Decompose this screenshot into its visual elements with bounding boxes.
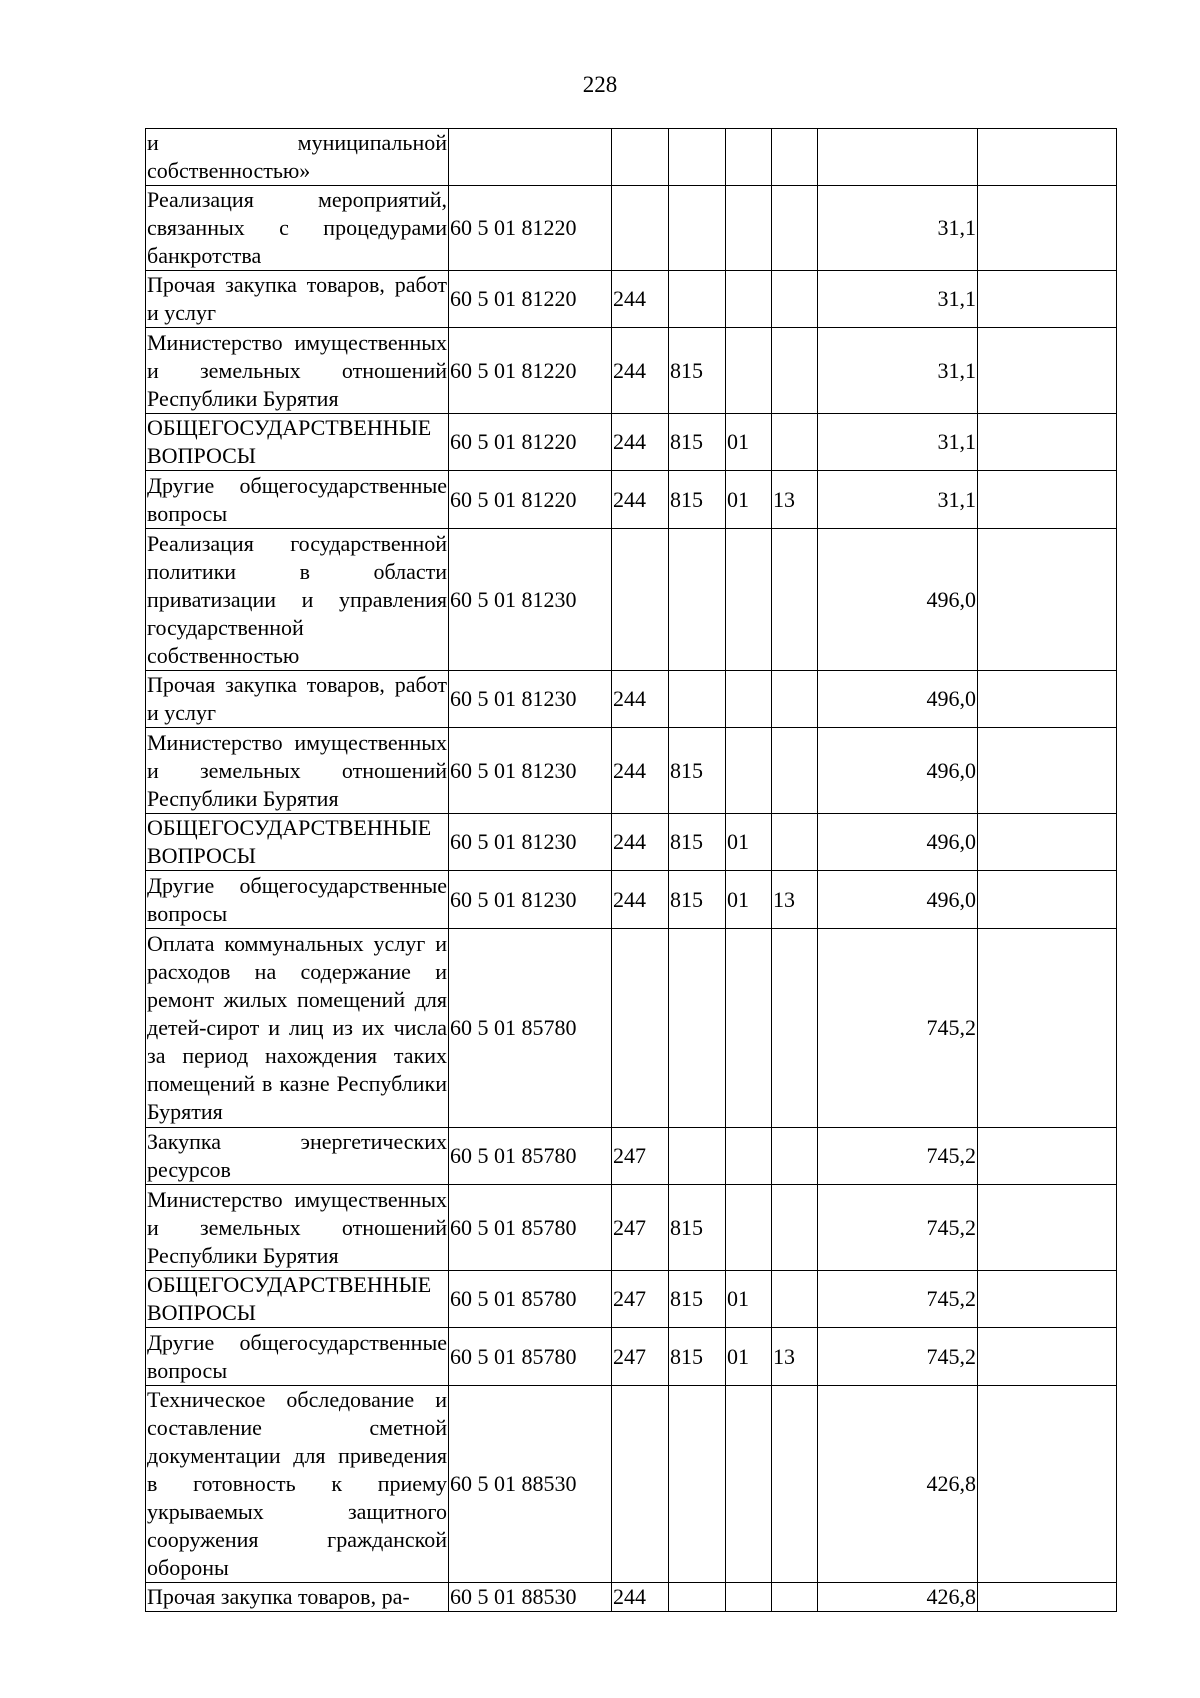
empty-cell — [978, 814, 1117, 871]
ministry-code: 815 — [669, 1328, 726, 1386]
subsection-code: 13 — [772, 1328, 818, 1386]
ministry-code: 815 — [669, 1185, 726, 1271]
ministry-code — [669, 271, 726, 328]
target-article-code: 60 5 01 81230 — [449, 671, 612, 728]
section-code — [726, 529, 772, 671]
section-code: 01 — [726, 1328, 772, 1386]
amount: 31,1 — [818, 186, 978, 271]
section-code — [726, 1185, 772, 1271]
subsection-code — [772, 1386, 818, 1583]
empty-cell — [978, 1128, 1117, 1185]
amount: 496,0 — [818, 728, 978, 814]
expense-type-code — [612, 529, 669, 671]
table-row — [146, 1583, 1117, 1612]
empty-cell — [978, 1271, 1117, 1328]
subsection-code — [772, 414, 818, 471]
expense-type-code: 244 — [612, 471, 669, 529]
ministry-code — [669, 1128, 726, 1185]
empty-cell — [978, 1328, 1117, 1386]
subsection-code — [772, 1583, 818, 1612]
ministry-code — [669, 186, 726, 271]
subsection-code — [772, 186, 818, 271]
empty-cell — [978, 186, 1117, 271]
ministry-code: 815 — [669, 414, 726, 471]
row-name: ОБЩЕГОСУДАРСТВЕННЫЕ ВОПРОСЫ — [146, 814, 449, 871]
table-row — [146, 529, 1117, 671]
empty-cell — [978, 1386, 1117, 1583]
table-row — [146, 1386, 1117, 1583]
budget-table — [145, 128, 1117, 1612]
empty-cell — [978, 1583, 1117, 1612]
amount: 496,0 — [818, 529, 978, 671]
expense-type-code: 244 — [612, 328, 669, 414]
section-code — [726, 929, 772, 1128]
row-name: ОБЩЕГОСУДАРСТВЕННЫЕ ВОПРОСЫ — [146, 414, 449, 471]
expense-type-code: 247 — [612, 1271, 669, 1328]
empty-cell — [978, 529, 1117, 671]
table-row — [146, 671, 1117, 728]
row-name: ОБЩЕГОСУДАРСТВЕННЫЕ ВОПРОСЫ — [146, 1271, 449, 1328]
row-name: Министерство имущественных и земельных отношений Республики Бурятия — [146, 328, 449, 414]
target-article-code: 60 5 01 81220 — [449, 471, 612, 529]
table-row — [146, 929, 1117, 1128]
expense-type-code: 244 — [612, 414, 669, 471]
subsection-code: 13 — [772, 471, 818, 529]
expense-type-code: 244 — [612, 728, 669, 814]
table-row — [146, 186, 1117, 271]
empty-cell — [978, 728, 1117, 814]
target-article-code: 60 5 01 81230 — [449, 871, 612, 929]
expense-type-code — [612, 129, 669, 186]
empty-cell — [978, 871, 1117, 929]
subsection-code — [772, 129, 818, 186]
target-article-code: 60 5 01 85780 — [449, 1128, 612, 1185]
subsection-code — [772, 929, 818, 1128]
expense-type-code — [612, 1386, 669, 1583]
table-row — [146, 1128, 1117, 1185]
ministry-code: 815 — [669, 814, 726, 871]
subsection-code — [772, 328, 818, 414]
expense-type-code: 244 — [612, 671, 669, 728]
section-code — [726, 271, 772, 328]
table-row — [146, 129, 1117, 186]
target-article-code: 60 5 01 88530 — [449, 1386, 612, 1583]
subsection-code — [772, 671, 818, 728]
subsection-code — [772, 1185, 818, 1271]
table-row — [146, 1328, 1117, 1386]
expense-type-code — [612, 186, 669, 271]
ministry-code — [669, 1583, 726, 1612]
subsection-code — [772, 271, 818, 328]
subsection-code — [772, 1128, 818, 1185]
expense-type-code: 244 — [612, 271, 669, 328]
row-name: Техническое обследование и составление сметной документации для приведения в готовность к приему укрываемых защитного сооружения гражданской обороны — [146, 1386, 449, 1583]
ministry-code — [669, 129, 726, 186]
table-row — [146, 871, 1117, 929]
amount: 496,0 — [818, 871, 978, 929]
section-code — [726, 1128, 772, 1185]
table-row — [146, 414, 1117, 471]
ministry-code: 815 — [669, 728, 726, 814]
amount: 745,2 — [818, 1271, 978, 1328]
target-article-code: 60 5 01 81230 — [449, 728, 612, 814]
expense-type-code: 244 — [612, 1583, 669, 1612]
row-name: Закупка энергетических ресурсов — [146, 1128, 449, 1185]
section-code — [726, 1386, 772, 1583]
ministry-code — [669, 1386, 726, 1583]
row-name: Прочая закупка товаров, работ и услуг — [146, 671, 449, 728]
amount: 745,2 — [818, 1185, 978, 1271]
table-row — [146, 1185, 1117, 1271]
target-article-code: 60 5 01 85780 — [449, 929, 612, 1128]
empty-cell — [978, 328, 1117, 414]
subsection-code — [772, 529, 818, 671]
empty-cell — [978, 129, 1117, 186]
row-name: Другие общегосударственные вопросы — [146, 871, 449, 929]
subsection-code — [772, 728, 818, 814]
amount: 426,8 — [818, 1386, 978, 1583]
empty-cell — [978, 414, 1117, 471]
target-article-code: 60 5 01 85780 — [449, 1271, 612, 1328]
target-article-code: 60 5 01 81220 — [449, 328, 612, 414]
amount: 745,2 — [818, 1128, 978, 1185]
empty-cell — [978, 471, 1117, 529]
section-code: 01 — [726, 471, 772, 529]
amount: 496,0 — [818, 671, 978, 728]
table-row — [146, 271, 1117, 328]
target-article-code: 60 5 01 88530 — [449, 1583, 612, 1612]
amount: 496,0 — [818, 814, 978, 871]
row-name: Прочая закупка товаров, ра- — [146, 1583, 449, 1612]
row-name: Оплата коммунальных услуг и расходов на содержание и ремонт жилых помещений для детей-сирот и лиц из их числа за период нахождения таких помещений в казне Республики Бурятия — [146, 929, 449, 1128]
target-article-code: 60 5 01 81230 — [449, 814, 612, 871]
subsection-code — [772, 814, 818, 871]
table-row — [146, 1271, 1117, 1328]
row-name: Другие общегосударственные вопросы — [146, 471, 449, 529]
subsection-code: 13 — [772, 871, 818, 929]
ministry-code: 815 — [669, 871, 726, 929]
row-name: Реализация государственной политики в области приватизации и управления государственной собственностью — [146, 529, 449, 671]
amount: 31,1 — [818, 271, 978, 328]
expense-type-code — [612, 929, 669, 1128]
section-code — [726, 1583, 772, 1612]
section-code — [726, 671, 772, 728]
page-number: 228 — [582, 72, 618, 97]
table-row — [146, 328, 1117, 414]
target-article-code: 60 5 01 81220 — [449, 186, 612, 271]
row-name: Министерство имущественных и земельных отношений Республики Бурятия — [146, 1185, 449, 1271]
target-article-code: 60 5 01 81230 — [449, 529, 612, 671]
amount: 745,2 — [818, 1328, 978, 1386]
target-article-code: 60 5 01 81220 — [449, 414, 612, 471]
section-code: 01 — [726, 414, 772, 471]
expense-type-code: 244 — [612, 814, 669, 871]
table-row — [146, 814, 1117, 871]
ministry-code: 815 — [669, 1271, 726, 1328]
section-code: 01 — [726, 871, 772, 929]
empty-cell — [978, 271, 1117, 328]
expense-type-code: 247 — [612, 1128, 669, 1185]
amount: 31,1 — [818, 414, 978, 471]
section-code — [726, 328, 772, 414]
amount: 745,2 — [818, 929, 978, 1128]
empty-cell — [978, 929, 1117, 1128]
table-row — [146, 471, 1117, 529]
section-code: 01 — [726, 814, 772, 871]
row-name: и муниципальной собственностью» — [146, 129, 449, 186]
section-code — [726, 728, 772, 814]
ministry-code — [669, 671, 726, 728]
subsection-code — [772, 1271, 818, 1328]
row-name: Министерство имущественных и земельных отношений Республики Бурятия — [146, 728, 449, 814]
section-code: 01 — [726, 1271, 772, 1328]
amount — [818, 129, 978, 186]
expense-type-code: 244 — [612, 871, 669, 929]
row-name: Реализация мероприятий, связанных с процедурами банкротства — [146, 186, 449, 271]
target-article-code — [449, 129, 612, 186]
row-name: Прочая закупка товаров, работ и услуг — [146, 271, 449, 328]
section-code — [726, 186, 772, 271]
amount: 31,1 — [818, 328, 978, 414]
section-code — [726, 129, 772, 186]
target-article-code: 60 5 01 85780 — [449, 1328, 612, 1386]
expense-type-code: 247 — [612, 1185, 669, 1271]
empty-cell — [978, 1185, 1117, 1271]
ministry-code: 815 — [669, 471, 726, 529]
ministry-code: 815 — [669, 328, 726, 414]
amount: 426,8 — [818, 1583, 978, 1612]
empty-cell — [978, 671, 1117, 728]
ministry-code — [669, 529, 726, 671]
target-article-code: 60 5 01 85780 — [449, 1185, 612, 1271]
amount: 31,1 — [818, 471, 978, 529]
target-article-code: 60 5 01 81220 — [449, 271, 612, 328]
row-name: Другие общегосударственные вопросы — [146, 1328, 449, 1386]
table-row — [146, 728, 1117, 814]
ministry-code — [669, 929, 726, 1128]
expense-type-code: 247 — [612, 1328, 669, 1386]
